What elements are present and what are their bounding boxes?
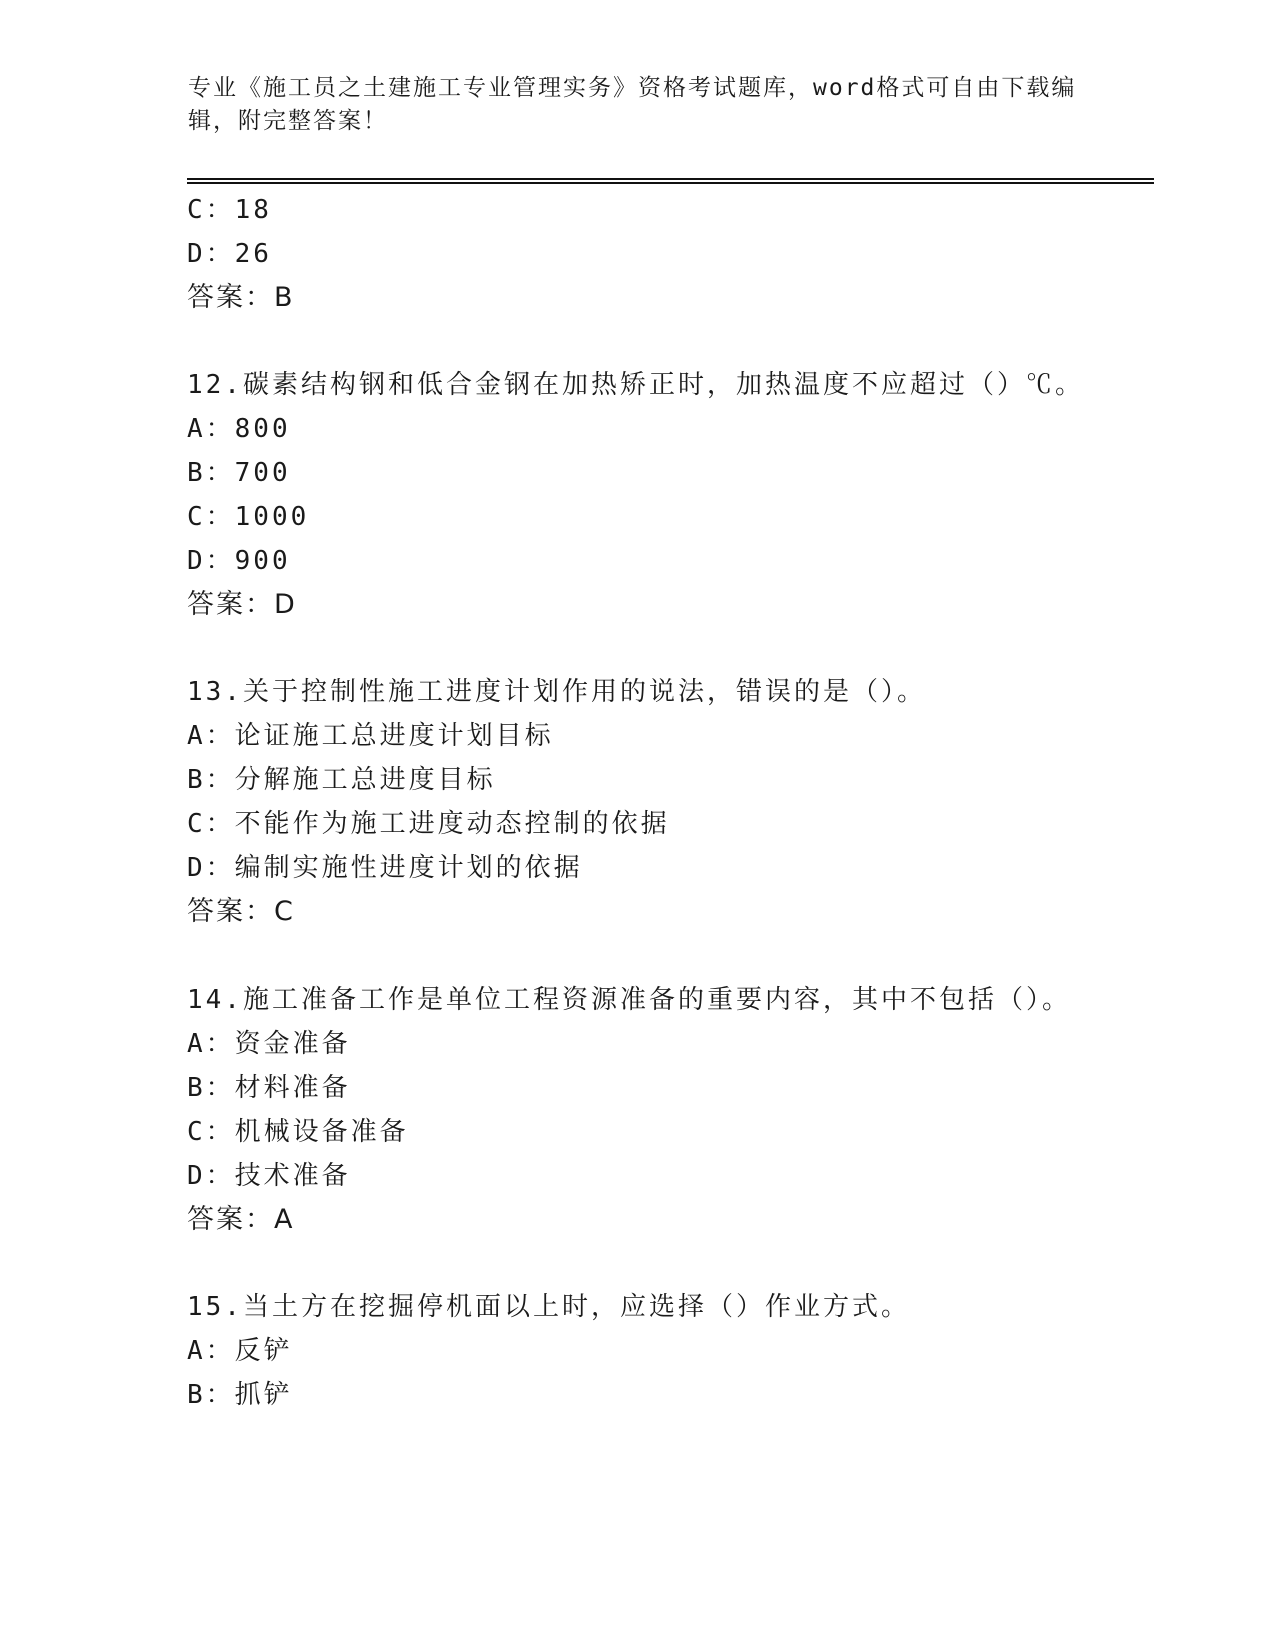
option-b: B：700 xyxy=(187,458,291,488)
question-stem: 13.关于控制性施工进度计划作用的说法，错误的是（）。 xyxy=(187,677,926,707)
answer-line: 答案：B xyxy=(187,282,295,313)
option-d: D：技术准备 xyxy=(187,1161,351,1191)
question-stem: 14.施工准备工作是单位工程资源准备的重要内容，其中不包括（）。 xyxy=(187,985,1071,1015)
option-a: A：论证施工总进度计划目标 xyxy=(187,721,554,751)
option-b: B：材料准备 xyxy=(187,1073,351,1103)
option-c: C：18 xyxy=(187,195,272,225)
answer-line: 答案：C xyxy=(187,896,295,927)
option-a: A：资金准备 xyxy=(187,1029,351,1059)
option-d: D：编制实施性进度计划的依据 xyxy=(187,853,583,883)
option-c: C：机械设备准备 xyxy=(187,1117,409,1147)
option-a: A：反铲 xyxy=(187,1336,293,1366)
header-rule-bottom xyxy=(187,182,1154,184)
option-a: A：800 xyxy=(187,414,291,444)
option-c: C：不能作为施工进度动态控制的依据 xyxy=(187,809,670,839)
answer-line: 答案：A xyxy=(187,1204,295,1235)
option-b: B：抓铲 xyxy=(187,1380,293,1410)
question-stem: 12.碳素结构钢和低合金钢在加热矫正时，加热温度不应超过（）℃。 xyxy=(187,370,1084,400)
option-b: B：分解施工总进度目标 xyxy=(187,765,496,795)
option-d: D：26 xyxy=(187,239,272,269)
answer-line: 答案：D xyxy=(187,589,297,620)
option-c: C：1000 xyxy=(187,502,310,532)
header-rule-top xyxy=(187,178,1154,180)
page-header: 专业《施工员之土建施工专业管理实务》资格考试题库，word格式可自由下载编辑，附完整答案！ xyxy=(188,75,1077,134)
option-d: D：900 xyxy=(187,546,291,576)
question-stem: 15.当土方在挖掘停机面以上时，应选择（）作业方式。 xyxy=(187,1292,910,1322)
